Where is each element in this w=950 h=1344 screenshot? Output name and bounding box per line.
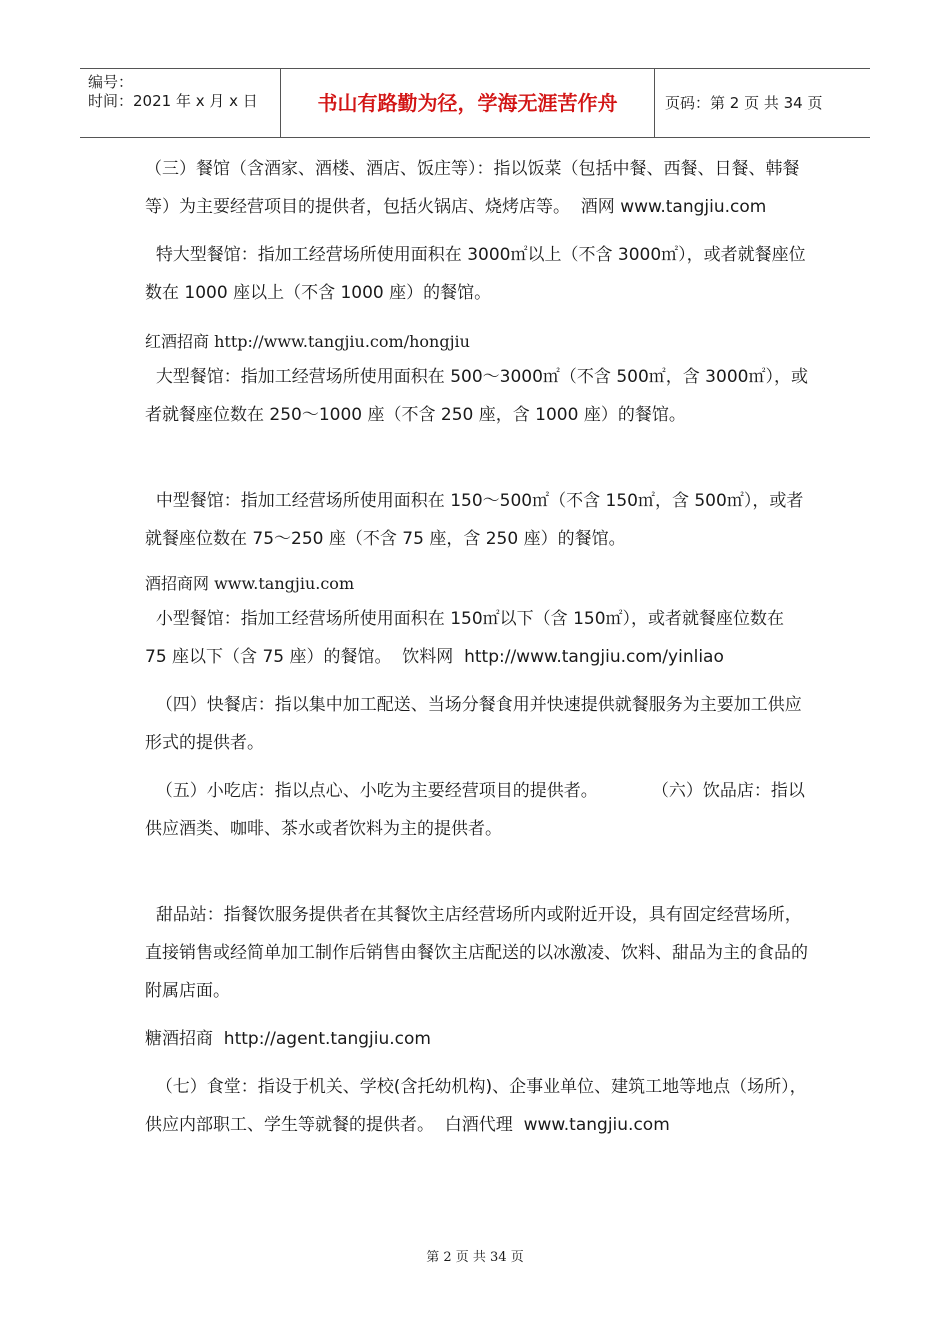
paragraph-extra-large-restaurant: 特大型餐馆：指加工经营场所使用面积在 3000㎡以上（不含 3000㎡），或者就餐座位数在 1000 座以上（不含 1000 座）的餐馆。 [145, 245, 806, 303]
paragraph-dessert-station: 甜品站：指餐饮服务提供者在其餐饮主店经营场所内或附近开设，具有固定经营场所，直接销售或经简单加工制作后销售由餐饮主店配送的以冰激凌、饮料、甜品为主的食品的附属店面。 [145, 905, 808, 1001]
paragraph-canteen: （七）食堂：指设于机关、学校(含托幼机构)、企事业单位、建筑工地等地点（场所），供应内部职工、学生等就餐的提供者。 白酒代理 www.tangjiu.com [145, 1077, 807, 1135]
paragraph-medium-restaurant: 中型餐馆：指加工经营场所使用面积在 150～500㎡（不含 150㎡，含 500㎡），或者就餐座位数在 75～250 座（不含 75 座，含 250 座）的餐馆。 [145, 491, 804, 549]
date-line: 时间：2021 年 x 月 x 日 [88, 92, 258, 110]
paragraph-fast-food: （四）快餐店：指以集中加工配送、当场分餐食用并快速提供就餐服务为主要加工供应形式的提供者。 [145, 695, 802, 753]
paragraph-large-restaurant: 大型餐馆：指加工经营场所使用面积在 500～3000㎡（不含 500㎡，含 3000㎡），或者就餐座位数在 250～1000 座（不含 250 座，含 1000 座）的餐馆。 [145, 367, 808, 425]
header-motto: 书山有路勤为径，学海无涯苦作舟 [280, 69, 655, 137]
header-meta [80, 69, 280, 137]
document-body [145, 150, 810, 1144]
header-page-info: 页码：第 2 页 共 34 页 [665, 94, 823, 112]
page-header [80, 68, 870, 138]
ad-line-jiu: 酒招商网 www.tangjiu.com [145, 574, 355, 593]
number-label: 编号： [88, 73, 134, 91]
page-footer: 第 2 页 共 34 页 [426, 1250, 524, 1265]
ad-line-hongjiu: 红酒招商 http://www.tangjiu.com/hongjiu [145, 332, 470, 351]
paragraph-restaurant: （三）餐馆（含酒家、酒楼、酒店、饭庄等）：指以饭菜（包括中餐、西餐、日餐、韩餐等）为主要经营项目的提供者，包括火锅店、烧烤店等。 酒网 www.tangjiu.com [145, 159, 800, 217]
paragraph-small-restaurant: 小型餐馆：指加工经营场所使用面积在 150㎡以下（含 150㎡），或者就餐座位数在 75 座以下（含 75 座）的餐馆。 饮料网 http://www.tangjiu.com/yinliao [145, 609, 790, 667]
ad-line-agent: 糖酒招商 http://agent.tangjiu.com [145, 1029, 431, 1049]
paragraph-snack-and-drinks: （五）小吃店：指以点心、小吃为主要经营项目的提供者。 （六）饮品店：指以供应酒类、咖啡、茶水或者饮料为主的提供者。 [145, 781, 805, 839]
